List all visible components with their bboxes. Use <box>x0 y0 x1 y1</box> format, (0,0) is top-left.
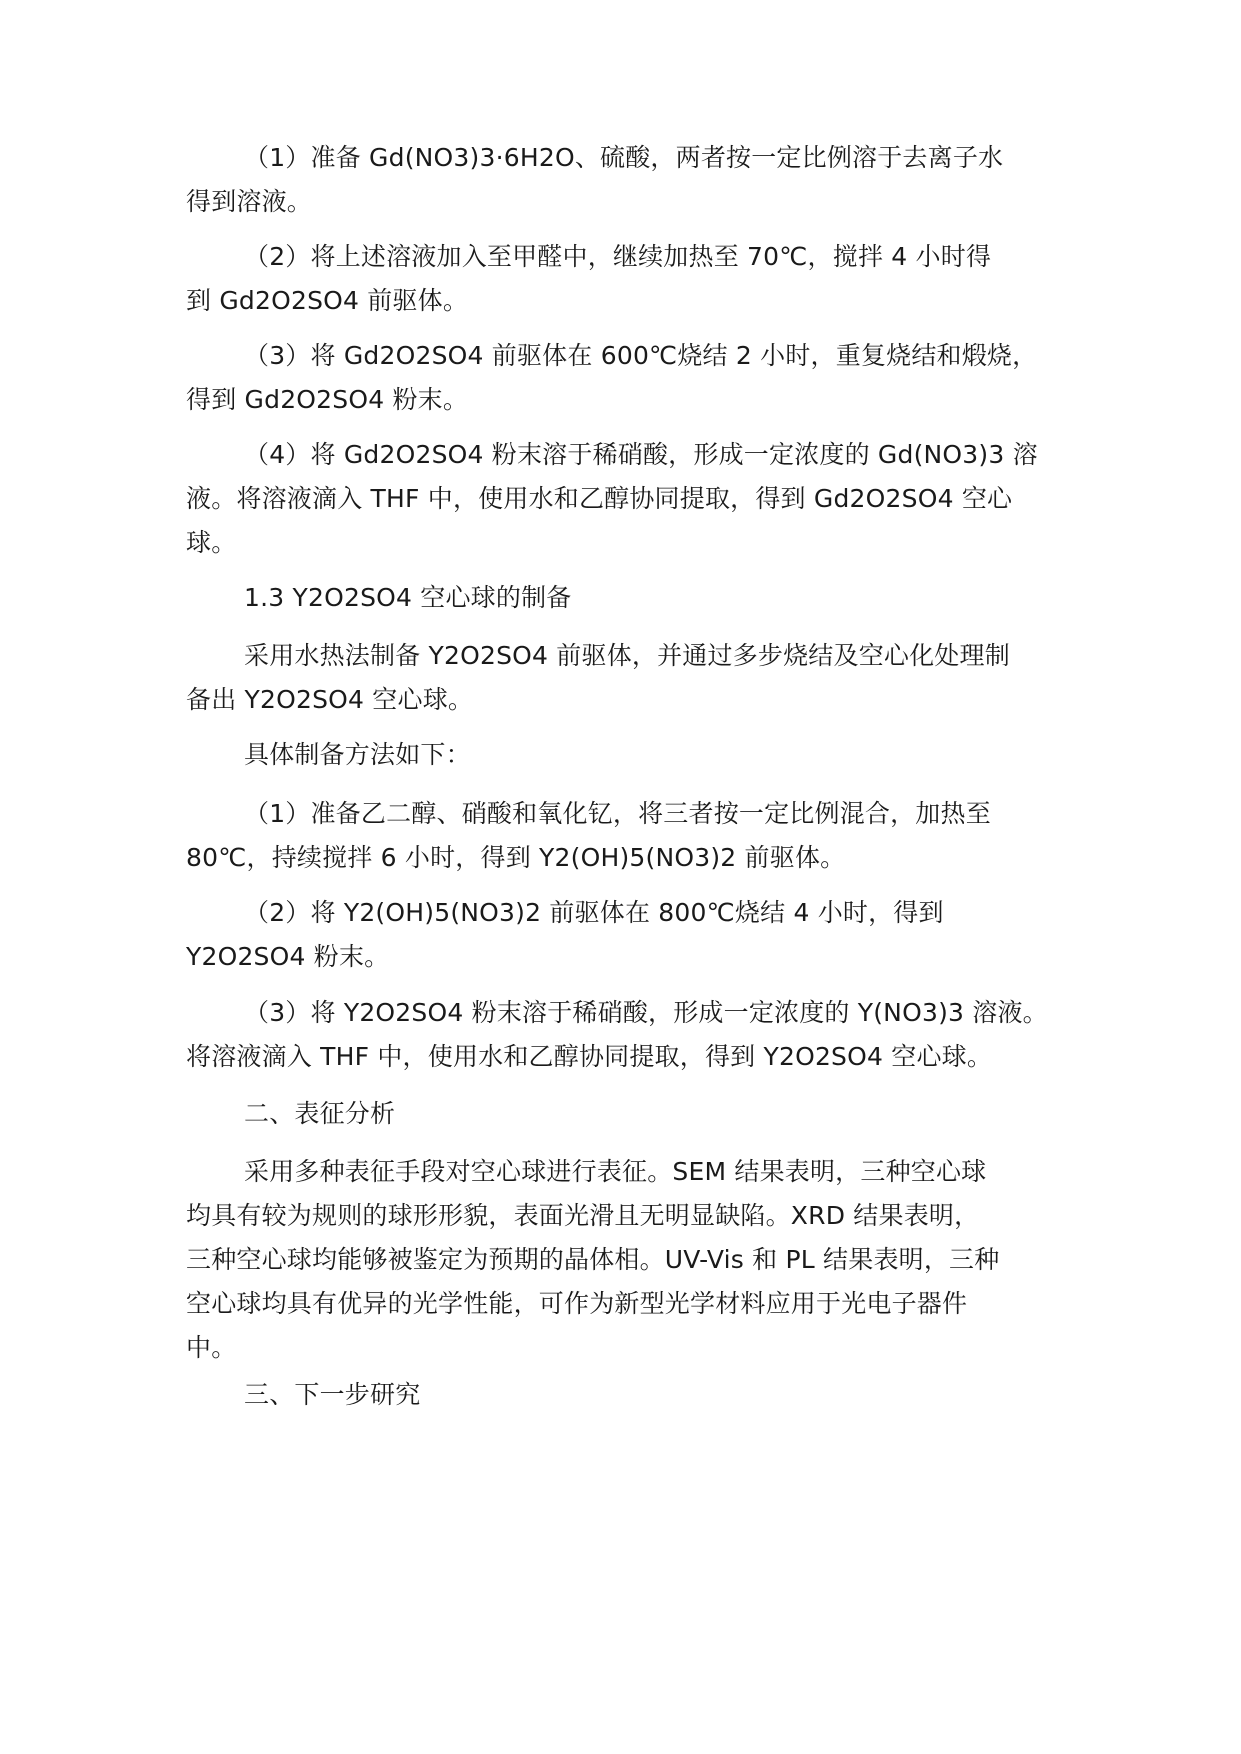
text-line: 液。将溶液滴入 THF 中，使用水和乙醇协同提取，得到 Gd2O2SO4 空心 <box>186 484 1013 513</box>
text-line: 采用多种表征手段对空心球进行表征。SEM 结果表明，三种空心球 <box>244 1157 987 1186</box>
text-line: （4）将 Gd2O2SO4 粉末溶于稀硝酸，形成一定浓度的 Gd(NO3)3 溶 <box>244 440 1038 469</box>
text-line: 三、下一步研究 <box>244 1380 421 1409</box>
section-heading-2 <box>186 1092 1066 1136</box>
text-line: 80℃，持续搅拌 6 小时，得到 Y2(OH)5(NO3)2 前驱体。 <box>186 843 846 872</box>
text-line: 中。 <box>186 1333 237 1362</box>
text-line: 得到 Gd2O2SO4 粉末。 <box>186 385 469 414</box>
paragraph-y-step-3 <box>186 991 1066 1079</box>
text-line: 均具有较为规则的球形形貌，表面光滑且无明显缺陷。XRD 结果表明， <box>186 1201 980 1230</box>
paragraph-characterization <box>186 1150 1066 1370</box>
text-line: 三种空心球均能够被鉴定为预期的晶体相。UV-Vis 和 PL 结果表明，三种 <box>186 1245 1000 1274</box>
text-line: （3）将 Gd2O2SO4 前驱体在 600℃烧结 2 小时，重复烧结和煅烧， <box>244 341 1038 370</box>
text-line: （2）将 Y2(OH)5(NO3)2 前驱体在 800℃烧结 4 小时，得到 <box>244 898 944 927</box>
paragraph-gd-step-2 <box>186 235 1066 323</box>
text-line: 得到溶液。 <box>186 187 313 216</box>
text-line: （3）将 Y2O2SO4 粉末溶于稀硝酸，形成一定浓度的 Y(NO3)3 溶液。 <box>244 998 1048 1027</box>
section-heading-1-3 <box>186 576 1066 620</box>
paragraph-y-intro <box>186 634 1066 722</box>
paragraph-gd-step-1 <box>186 136 1066 224</box>
text-line: 二、表征分析 <box>244 1099 396 1128</box>
text-line: 1.3 Y2O2SO4 空心球的制备 <box>244 583 572 612</box>
text-line: 具体制备方法如下： <box>244 740 471 769</box>
paragraph-gd-step-3 <box>186 334 1066 422</box>
text-line: Y2O2SO4 粉末。 <box>186 942 390 971</box>
text-line: （1）准备乙二醇、硝酸和氧化钇，将三者按一定比例混合，加热至 <box>244 799 991 828</box>
paragraph-y-method-title <box>186 733 1066 777</box>
text-line: 空心球均具有优异的光学性能，可作为新型光学材料应用于光电子器件 <box>186 1289 968 1318</box>
section-heading-3 <box>186 1373 1066 1417</box>
text-line: 备出 Y2O2SO4 空心球。 <box>186 685 474 714</box>
paragraph-y-step-1 <box>186 792 1066 880</box>
text-line: 采用水热法制备 Y2O2SO4 前驱体，并通过多步烧结及空心化处理制 <box>244 641 1010 670</box>
text-line: （1）准备 Gd(NO3)3·6H2O、硫酸，两者按一定比例溶于去离子水 <box>244 143 1004 172</box>
paragraph-gd-step-4 <box>186 433 1066 565</box>
text-line: 球。 <box>186 528 237 557</box>
text-line: 将溶液滴入 THF 中，使用水和乙醇协同提取，得到 Y2O2SO4 空心球。 <box>186 1042 993 1071</box>
paragraph-y-step-2 <box>186 891 1066 979</box>
text-line: 到 Gd2O2SO4 前驱体。 <box>186 286 469 315</box>
text-line: （2）将上述溶液加入至甲醛中，继续加热至 70℃，搅拌 4 小时得 <box>244 242 992 271</box>
